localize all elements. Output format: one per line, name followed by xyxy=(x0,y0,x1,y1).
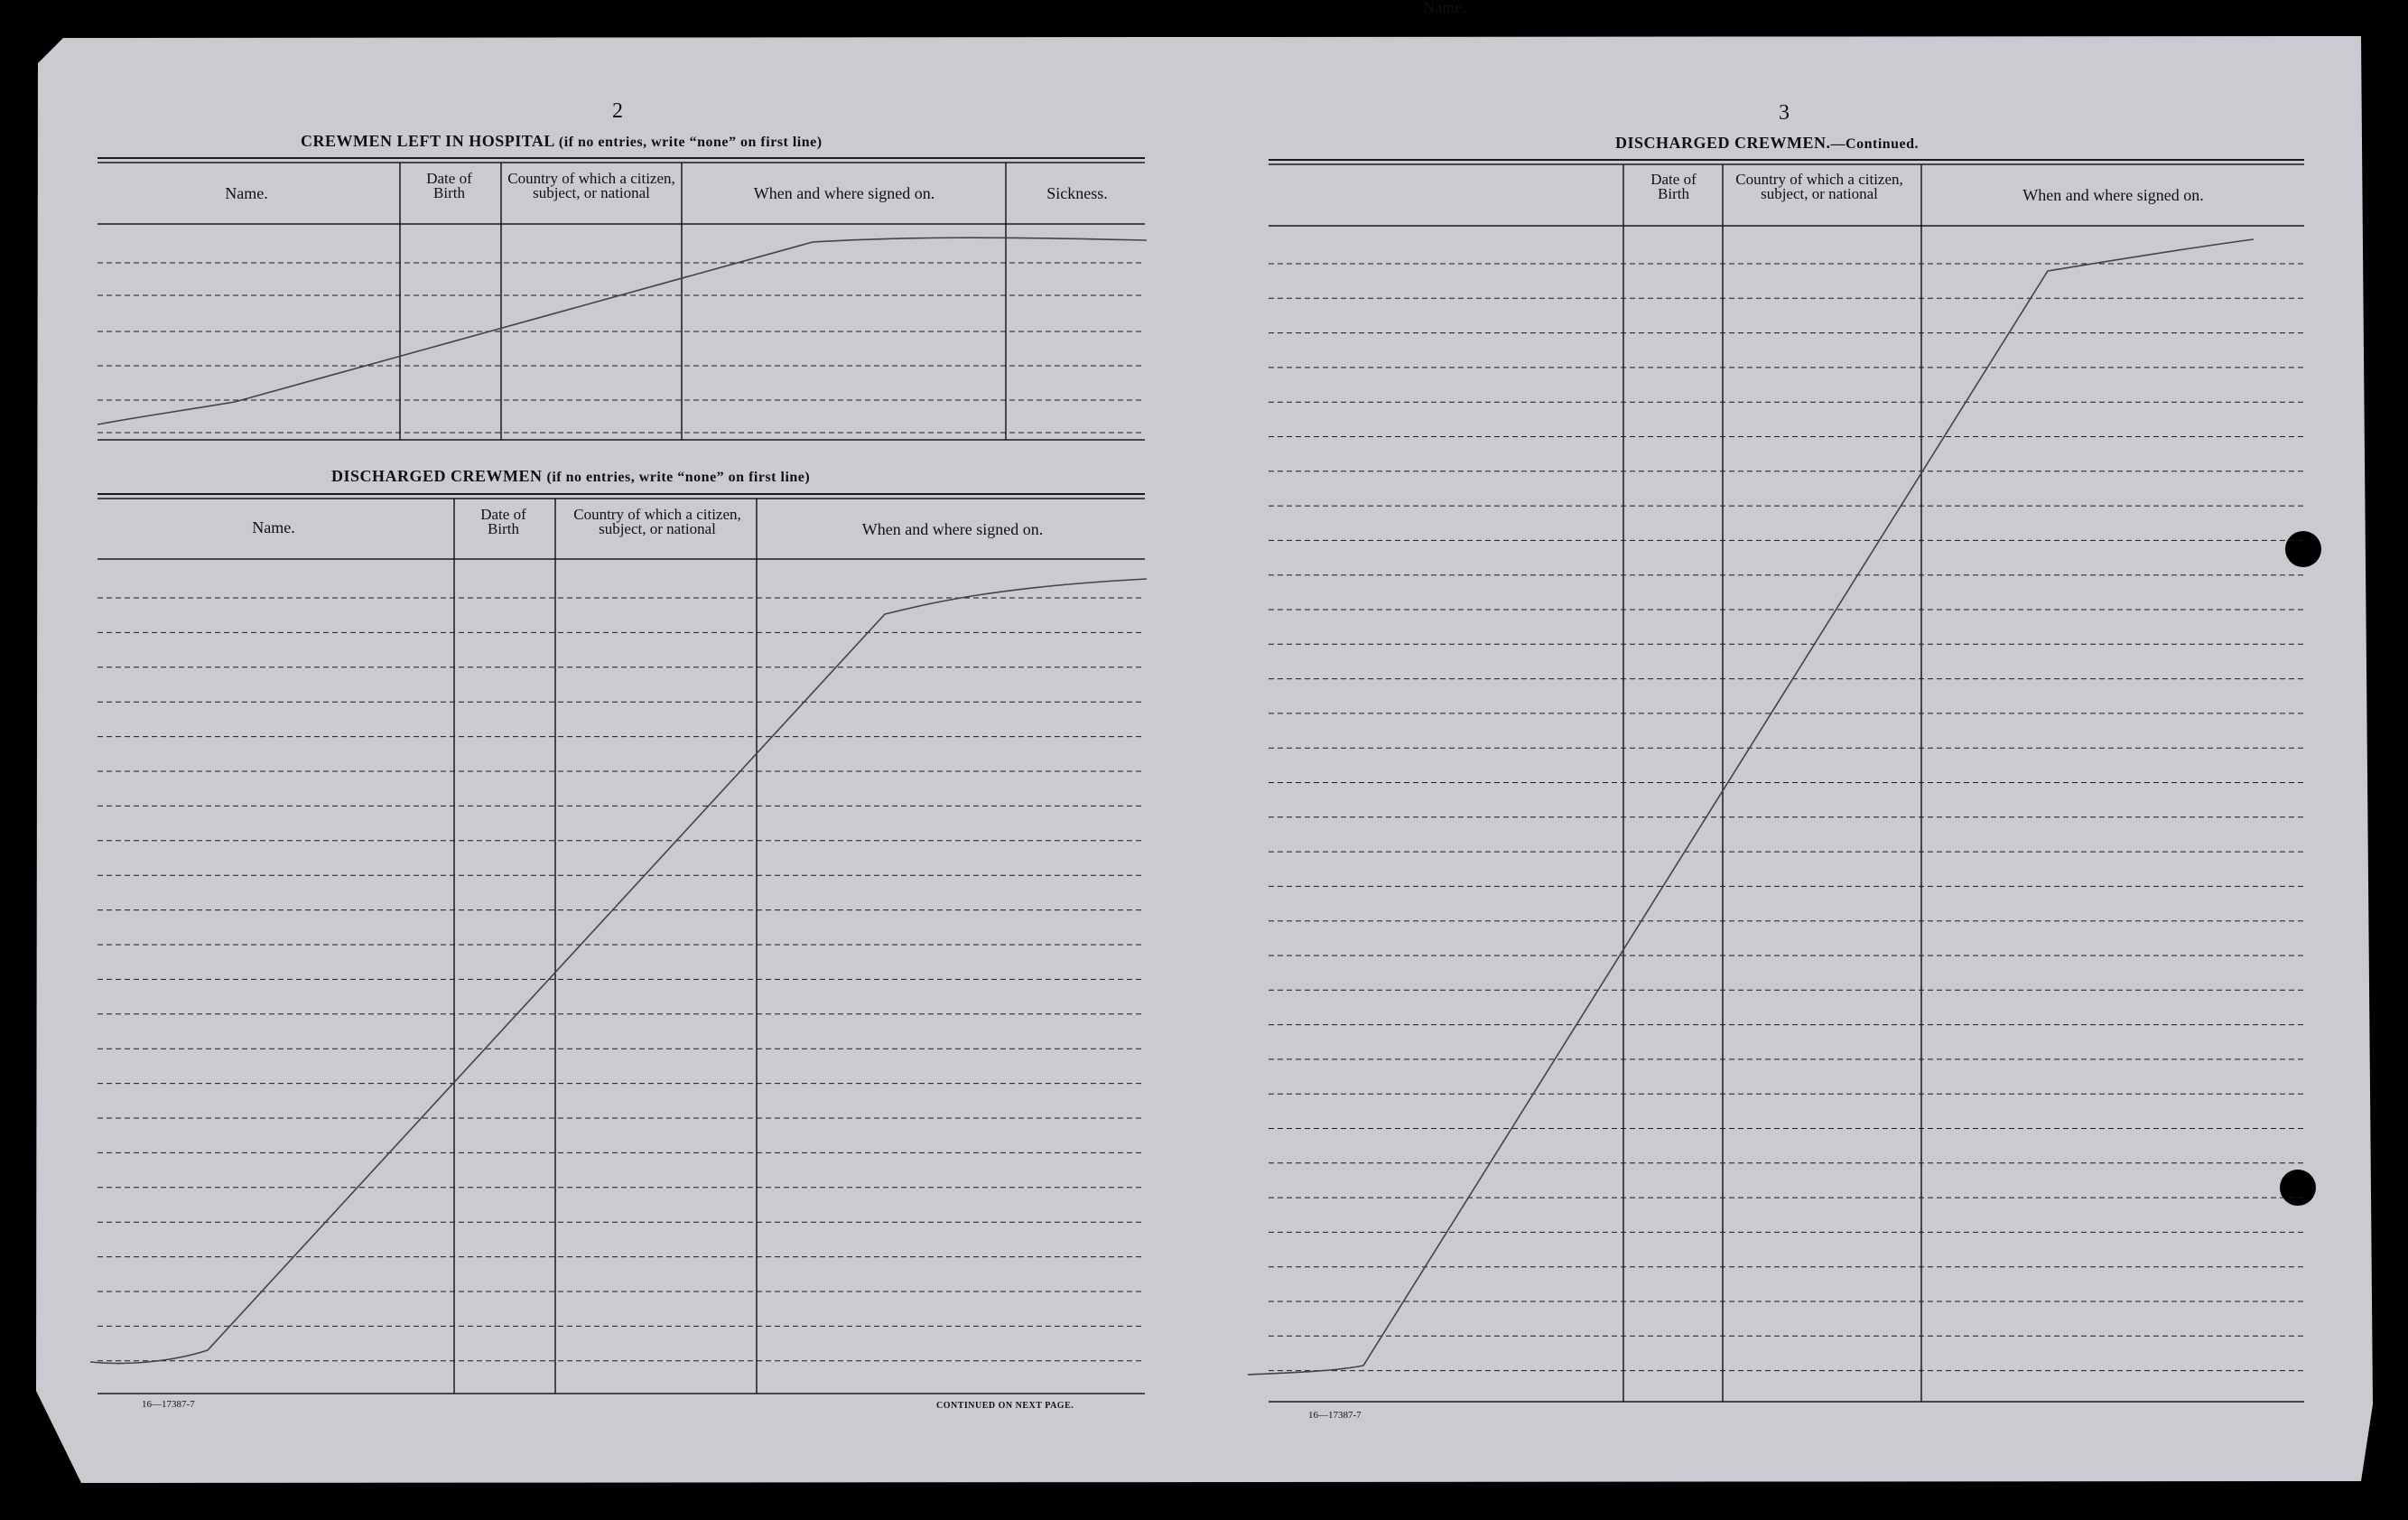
discharged-col-dob: Date of Birth xyxy=(480,506,526,537)
right-title-suffix: —Continued. xyxy=(1830,136,1920,152)
hospital-col-signed: When and where signed on. xyxy=(753,184,935,202)
form-number-right: 16—17387-7 xyxy=(1308,1410,1362,1421)
discharged-title-text: DISCHARGED CREWMEN xyxy=(331,467,543,485)
right-col-country: Country of which a citizen, subject, or national xyxy=(1735,171,1903,202)
form-number-left: 16—17387-7 xyxy=(142,1399,195,1410)
discharged-col-country: Country of which a citizen, subject, or national xyxy=(573,506,741,537)
hospital-title-text: CREWMEN LEFT IN HOSPITAL xyxy=(301,132,554,150)
hospital-col-sickness: Sickness. xyxy=(1046,184,1108,202)
right-title-text: DISCHARGED CREWMEN. xyxy=(1615,134,1831,152)
page-number-left: 2 xyxy=(612,99,623,123)
right-col-name: Name. xyxy=(1423,0,1466,16)
right-col-dob: Date of Birth xyxy=(1650,171,1697,202)
right-col-signed: When and where signed on. xyxy=(2022,186,2204,204)
pencil-stroke-discharged xyxy=(90,579,1147,1363)
discharged-col-signed: When and where signed on. xyxy=(861,520,1044,538)
pencil-stroke-hospital xyxy=(98,238,1147,424)
pencil-stroke-right xyxy=(1248,239,2254,1375)
discharged-title-instruction: (if no entries, write “none” on first line) xyxy=(546,470,811,485)
page-number-right: 3 xyxy=(1779,101,1790,125)
hospital-col-name: Name. xyxy=(225,184,268,202)
hospital-col-country: Country of which a citizen, subject, or national xyxy=(507,170,675,201)
hospital-title-instruction: (if no entries, write “none” on first line) xyxy=(558,135,823,150)
continued-note: CONTINUED ON NEXT PAGE. xyxy=(936,1401,1074,1411)
discharged-col-name: Name. xyxy=(252,518,295,536)
hospital-col-dob: Date of Birth xyxy=(426,170,472,201)
